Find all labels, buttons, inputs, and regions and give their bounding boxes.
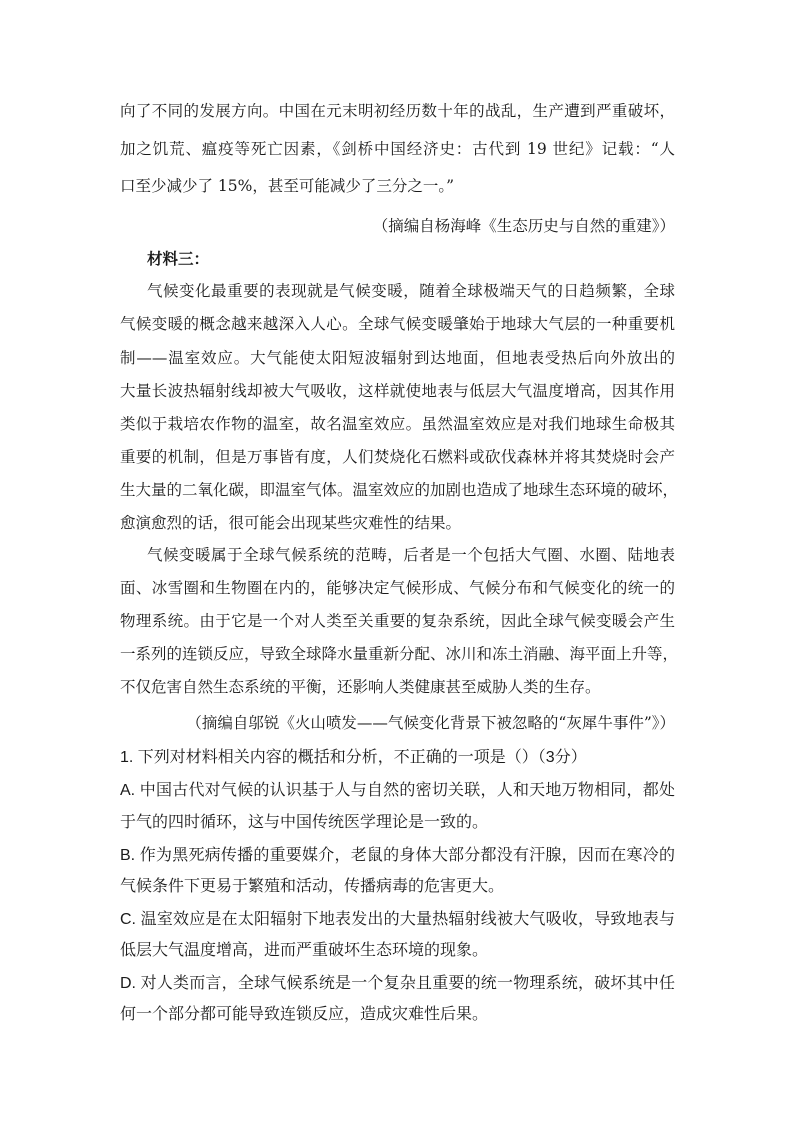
- source-citation: （摘编自邬锐《火山喷发——气候变化背景下被忽略的“灰犀牛事件”》）: [186, 714, 675, 732]
- paragraph-line: 物理系统。由于它是一个对人类至关重要的复杂系统，因此全球气候变暖会产生: [120, 612, 675, 630]
- paragraph-line: 口至少减少了 15%，甚至可能减少了三分之一。”: [120, 177, 455, 195]
- option-b-continued: 气候条件下更易于繁殖和活动，传播病毒的危害更大。: [120, 878, 505, 895]
- paragraph-line: 加之饥荒、瘟疫等死亡因素，《剑桥中国经济史：古代到 19 世纪》记载：“人: [120, 140, 675, 158]
- paragraph-line: 生大量的二氧化碳，即温室气体。温室效应的加剧也造成了地球生态环境的破坏，: [120, 481, 679, 499]
- paragraph-line: 大量长波热辐射线却被大气吸收，这样就使地表与低层大气温度增高，因其作用: [120, 382, 675, 400]
- paragraph-line: 愈演愈烈的话，很可能会出现某些灾难性的结果。: [120, 514, 462, 532]
- paragraph-line: 重要的机制，但是万事皆有度，人们焚烧化石燃料或砍伐森林并将其焚烧时会产: [120, 448, 675, 466]
- paragraph-line: 向了不同的发展方向。中国在元末明初经历数十年的战乱，生产遭到严重破坏，: [120, 102, 675, 120]
- question-stem: 1. 下列对材料相关内容的概括和分析，不正确的一项是（）（3分）: [120, 749, 587, 766]
- option-b[interactable]: B. 作为黑死病传播的重要媒介，老鼠的身体大部分都没有汗腺，因而在寒冷的: [120, 847, 675, 864]
- paragraph-line: 气候变暖属于全球气候系统的范畴，后者是一个包括大气圈、水圈、陆地表: [147, 546, 675, 564]
- paragraph-line: 一系列的连锁反应，导致全球降水量重新分配、冰川和冻土消融、海平面上升等，: [120, 645, 679, 663]
- option-c-continued: 低层大气温度增高，进而严重破坏生态环境的现象。: [120, 942, 489, 959]
- source-citation: （摘编自杨海峰《生态历史与自然的重建》）: [372, 217, 675, 235]
- section-heading: 材料三：: [147, 249, 210, 268]
- option-c[interactable]: C. 温室效应是在太阳辐射下地表发出的大量热辐射线被大气吸收，导致地表与: [120, 911, 675, 928]
- option-a-continued: 于气的四时循环，这与中国传统医学理论是一致的。: [120, 814, 489, 831]
- option-d-continued: 何一个部分都可能导致连锁反应，造成灾难性后果。: [120, 1006, 489, 1023]
- paragraph-line: 不仅危害自然生态系统的平衡，还影响人类健康甚至威胁人类的生存。: [120, 678, 601, 696]
- paragraph-line: 面、冰雪圈和生物圈在内的，能够决定气候形成、气候分布和气候变化的统一的: [120, 579, 675, 597]
- option-d[interactable]: D. 对人类而言，全球气候系统是一个复杂且重要的统一物理系统，破坏其中任: [120, 975, 675, 992]
- option-a[interactable]: A. 中国古代对气候的认识基于人与自然的密切关联，人和天地万物相同，都处: [120, 782, 675, 799]
- paragraph-line: 气候变化最重要的表现就是气候变暖，随着全球极端天气的日趋频繁，全球: [147, 282, 675, 300]
- paragraph-line: 类似于栽培农作物的温室，故名温室效应。虽然温室效应是对我们地球生命极其: [120, 415, 675, 433]
- paragraph-line: 气候变暖的概念越来越深入人心。全球气候变暖肇始于地球大气层的一种重要机: [120, 315, 675, 333]
- paragraph-line: 制——温室效应。大气能使太阳短波辐射到达地面，但地表受热后向外放出的: [120, 349, 675, 367]
